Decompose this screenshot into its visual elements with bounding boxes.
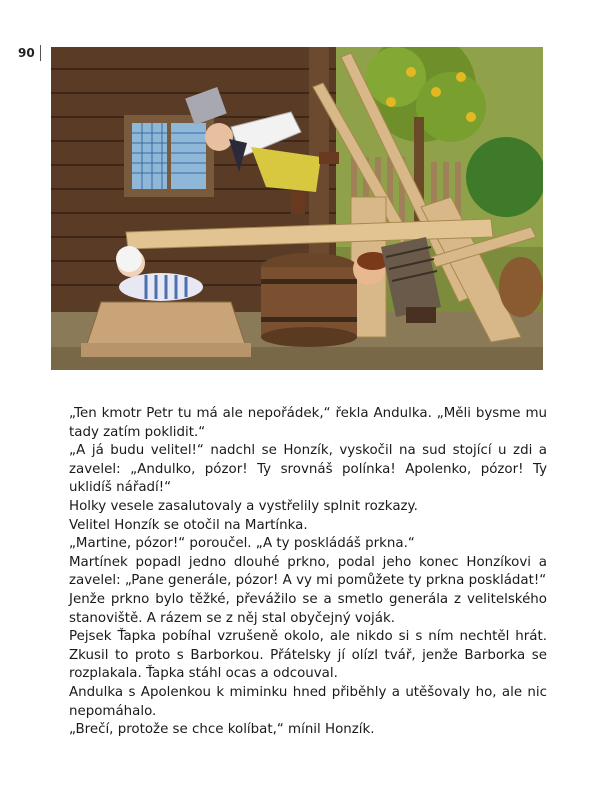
paragraph-2: „A já budu velitel!“ nadchl se Honzík, vyskočil na sud stojící u zdi a zavelel: „Andulko, pózor! Ty srovnáš polínka! Apolenko, pózor! Ty uklidíš nářadí!“ [69, 443, 547, 496]
page-number-divider [40, 45, 41, 61]
paragraph-10: „Brečí, protože se chce kolíbat,“ mínil Honzík. [69, 722, 375, 738]
page-number: 90 [18, 46, 35, 60]
puppet-scene-illustration-icon [51, 47, 543, 370]
paragraph-8: Pejsek Ťapka pobíhal vzrušeně okolo, ale nikdo si s ním nechtěl hrát. Zkusil to proto s Barborkou. Přátelsky jí olízl tvář, jenže Barborka se rozplakala. Ťapka stáhl ocas a odcouval. [69, 629, 547, 682]
story-text [69, 405, 547, 740]
paragraph-6: Martínek popadl jedno dlouhé prkno, podal jeho konec Honzíkovi a zavelel: „Pane generále, pózor! A vy mi pomůžete ty prkna poskládat!“ [69, 554, 547, 589]
paragraph-1: „Ten kmotr Petr tu má ale nepořádek,“ řekla Andulka. „Měli bysme mu tady zatím poklidit.“ [69, 406, 547, 440]
paragraph-9: Andulka s Apolenkou k miminku hned přiběhly a utěšovaly ho, ale nic nepomáhalo. [69, 684, 547, 719]
paragraph-7: Jenže prkno bylo těžké, převážilo se a smetlo generála z velitelského stanoviště. A rázem se z něj stal obyčejný voják. [69, 591, 547, 626]
illustration [51, 47, 543, 370]
paragraph-4: Velitel Honzík se otočil na Martínka. [69, 517, 308, 533]
paragraph-5: „Martine, pózor!“ poroučel. „A ty poskládáš prkna.“ [69, 536, 415, 552]
paragraph-3: Holky vesele zasalutovaly a vystřelily splnit rozkazy. [69, 498, 418, 514]
